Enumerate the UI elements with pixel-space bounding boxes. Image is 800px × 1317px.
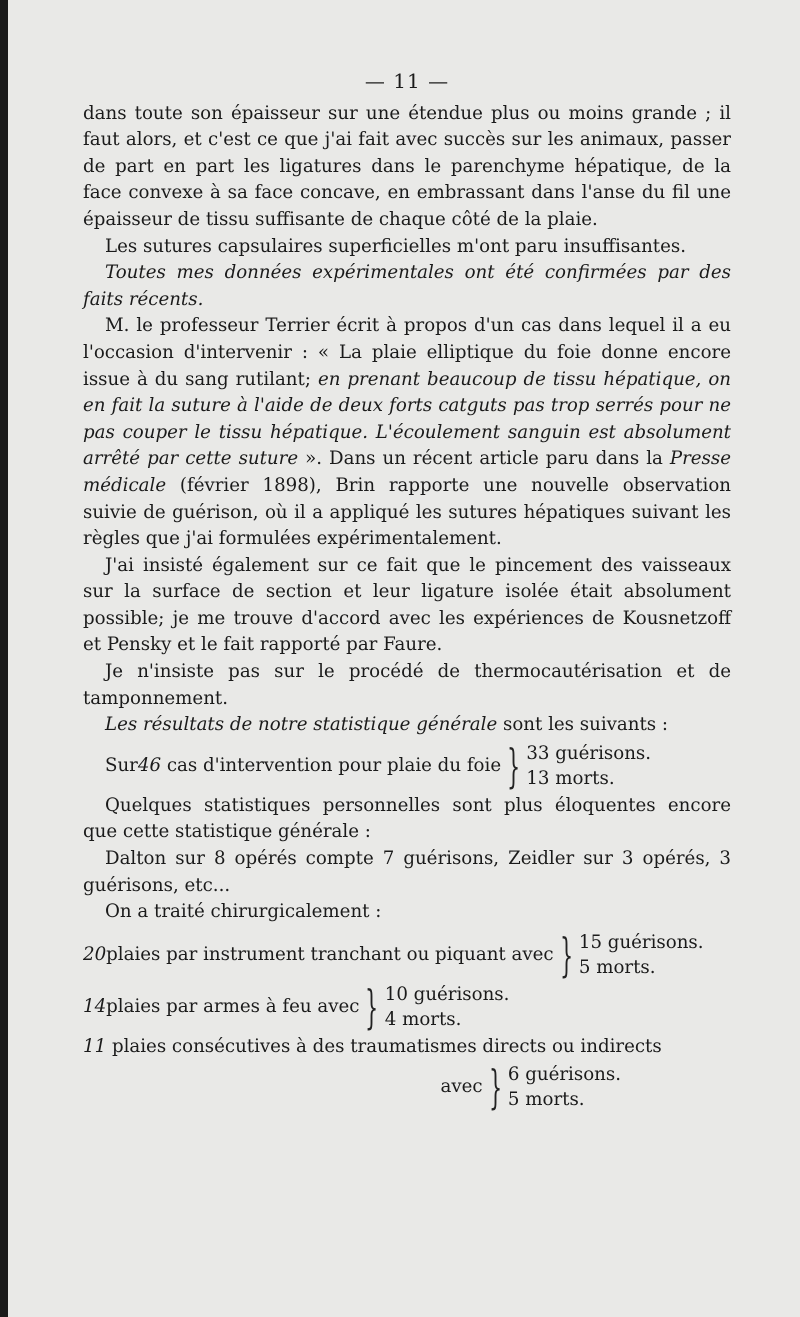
stat1-outcomes [526,741,651,791]
paragraph-3: Toutes mes données expérimentales ont été confirmées par des faits récents. [83,262,731,310]
paragraph-2: Les sutures capsulaires superficielles m'ont paru insuffisantes. [105,235,686,257]
page-content [83,68,731,1115]
stat2-text: plaies par instrument tranchant ou piquant avec [106,943,554,965]
p4-text-c: ». Dans un récent article paru dans la [298,448,670,470]
paragraph-5: J'ai insisté également sur ce fait que le pincement des vaisseaux sur la surface de section et leur ligature isolée était absolument possible; je me trouve d'accord avec les expériences de Kousnetzoff et Pensky et le fait rapporté par Faure. [83,554,731,656]
stat3-num: 14 [83,995,107,1017]
statistic-gunshot-wounds [83,979,731,1034]
statistic-sharp-wounds [83,927,731,982]
stat1-cured: 33 guérisons. [526,742,652,764]
page-number: — 11 — [364,69,450,93]
stat1-deaths: 13 morts. [526,767,615,789]
stat2-deaths: 5 morts. [578,956,656,978]
paragraph-4 [83,313,731,552]
paragraph-6: Je n'insiste pas sur le procédé de thermocautérisation et de tamponnement. [83,661,731,709]
p4-text-e: (février 1898), Brin rapporte une nouvelle observation suivie de guérison, où il a appliqué les sutures hépatiques suivant les règles que j'ai formulées expérimentalement. [83,474,731,550]
book-page [8,0,800,1317]
stat4-num: 11 [83,1035,107,1057]
statistic-trauma-outcomes [83,1060,731,1115]
p4-journal-italic: Presse médicale [83,448,731,496]
p4-text-a: M. le professeur Terrier écrit à propos d'un cas dans lequel il a eu l'occasion d'intervenir : « La plaie elliptique du foie donne encore issue à du sang rutilant; [83,315,731,390]
stat3-outcomes [385,982,510,1032]
stat3-deaths: 4 morts. [384,1008,462,1030]
stat2-outcomes [579,930,704,980]
p7-rest: sont les suivants : [497,714,669,736]
stat1-post: cas d'intervention pour plaie du foie [166,754,502,776]
stat4-avec: avec [440,1076,483,1098]
brace-icon: } [507,738,521,793]
paragraph-1: dans toute son épaisseur sur une étendue plus ou moins grande ; il faut alors, et c'est ce que j'ai fait avec succès sur les animaux, passer de part en part les ligatures dans le parenchyme hépatique, de la face convexe à sa face concave, en embrassant dans l'anse du fil une épaisseur de tissu suffisante de chaque côté de la plaie. [83,102,731,230]
brace-icon: } [559,927,573,982]
paragraph-10: On a traité chirurgicalement : [105,901,382,923]
paragraph-7 [83,712,731,739]
stat4-deaths: 5 morts. [507,1089,585,1111]
brace-icon: } [488,1060,502,1115]
paragraph-8: Quelques statistiques personnelles sont plus éloquentes encore que cette statistique générale : [83,794,731,843]
stat4-cured: 6 guérisons. [507,1064,621,1086]
stat1-num: 46 [137,754,162,776]
statistic-general [83,738,731,793]
paragraph-9: Dalton sur 8 opérés compte 7 guérisons, Zeidler sur 3 opérés, 3 guérisons, etc... [83,848,731,896]
stat1-pre: Sur [105,754,138,776]
brace-icon: } [365,979,379,1034]
stat2-cured: 15 guérisons. [578,931,704,953]
stat3-text: plaies par armes à feu avec [106,995,360,1017]
p7-italic: Les résultats de notre statistique générale [105,714,498,736]
stat4-text: plaies consécutives à des traumatismes directs ou indirects [106,1035,662,1057]
stat2-num: 20 [83,943,107,965]
stat3-cured: 10 guérisons. [384,983,510,1005]
p4-quote-italic: en prenant beaucoup de tissu hépatique, on en fait la suture à l'aide de deux forts catguts pas trop serrés pour ne pas couper le tissu hépatique. L'écoulement sanguin est absolument arrêté par cette suture [83,368,731,470]
stat4-outcomes [508,1062,621,1112]
statistic-trauma-line [83,1034,731,1061]
